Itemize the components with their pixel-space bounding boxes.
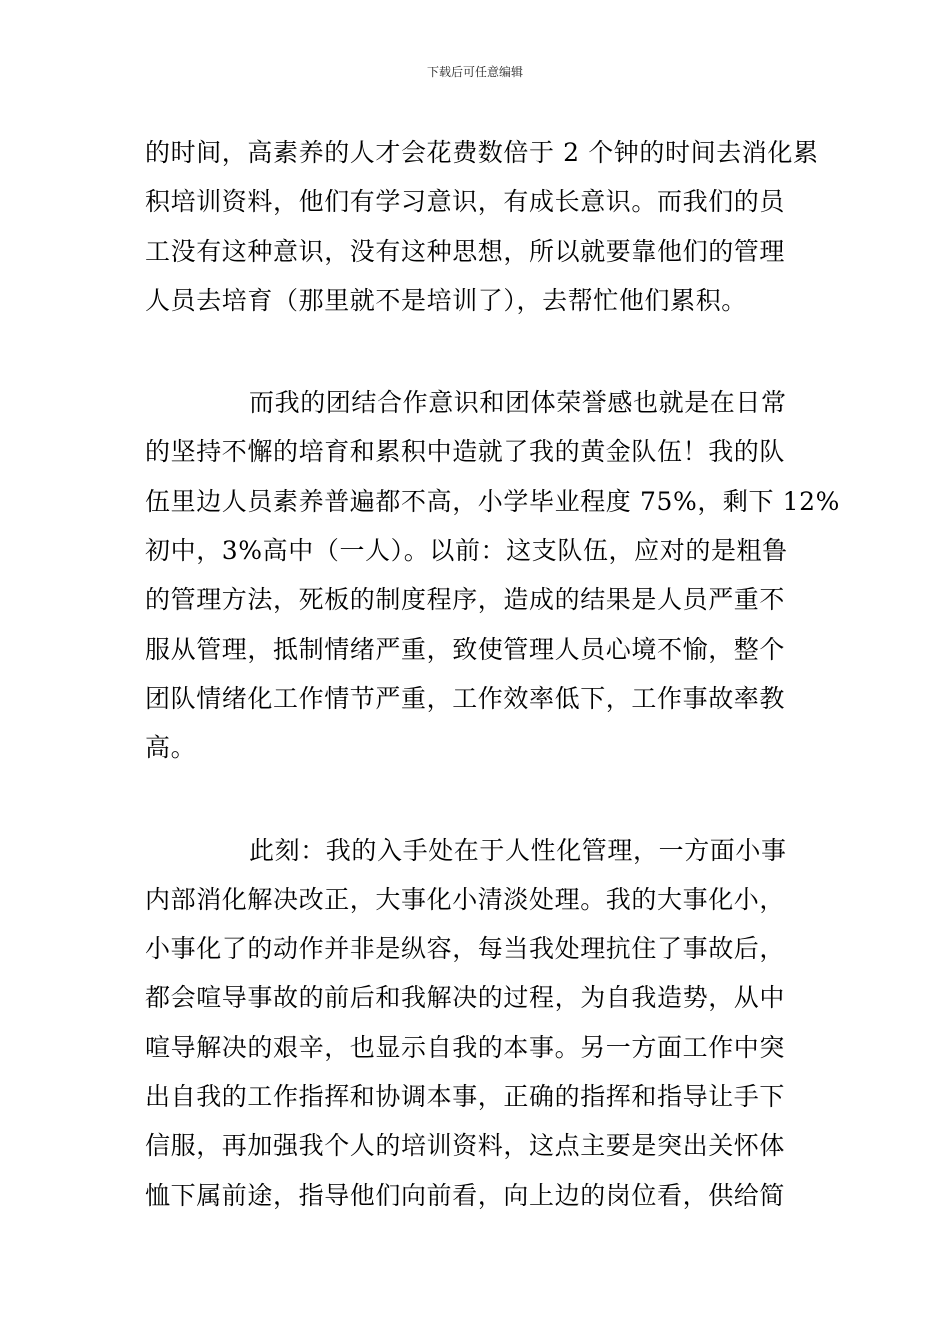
text-line: 的坚持不懈的培育和累积中造就了我的黄金队伍！我的队 <box>145 437 786 467</box>
text-line: 人员去培育（那里就不是培训了），去帮忙他们累积。 <box>145 285 747 315</box>
text-line: 工没有这种意识，没有这种思想，所以就要靠他们的管理 <box>145 236 786 266</box>
text-line: 的管理方法，死板的制度程序，造成的结果是人员严重不 <box>145 585 786 615</box>
paragraph-spacer <box>145 773 810 826</box>
text-line: 伍里边人员素养普遍都不高，小学毕业程度 75%，剩下 12% <box>145 486 841 516</box>
paragraph-3 <box>145 826 810 1220</box>
text-line: 团队情绪化工作情节严重，工作效率低下，工作事故率教 <box>145 683 786 713</box>
text-line: 此刻：我的入手处在于人性化管理，一方面小事 <box>249 835 787 865</box>
text-line: 小事化了的动作并非是纵容，每当我处理抗住了事故后， <box>145 934 786 964</box>
text-line: 都会喧导事故的前后和我解决的过程，为自我造势，从中 <box>145 983 786 1013</box>
text-line: 而我的团结合作意识和团体荣誉感也就是在日常 <box>249 388 787 418</box>
paragraph-2 <box>145 378 841 772</box>
text-line: 服从管理，抵制情绪严重，致使管理人员心境不愉，整个 <box>145 634 786 664</box>
text-line: 恤下属前途，指导他们向前看，向上边的岗位看，供给简 <box>145 1180 786 1210</box>
page-header: 下载后可任意编辑 <box>426 65 523 79</box>
paragraph-1 <box>145 128 819 325</box>
text-line: 信服，再加强我个人的培训资料，这点主要是突出关怀体 <box>145 1131 786 1161</box>
text-line: 出自我的工作指挥和协调本事，正确的指挥和指导让手下 <box>145 1082 786 1112</box>
document-body <box>145 128 841 1220</box>
text-line: 初中，3%高中（一人）。以前：这支队伍，应对的是粗鲁 <box>145 536 788 566</box>
text-line: 的时间，高素养的人才会花费数倍于 2 个钟的时间去消化累 <box>145 138 819 167</box>
text-line: 积培训资料，他们有学习意识，有成长意识。而我们的员 <box>145 187 786 217</box>
paragraph-spacer <box>145 325 810 378</box>
text-line: 高。 <box>145 733 197 763</box>
text-line: 喧导解决的艰辛，也显示自我的本事。另一方面工作中突 <box>145 1032 786 1062</box>
text-line: 内部消化解决改正，大事化小清淡处理。我的大事化小， <box>145 884 786 914</box>
